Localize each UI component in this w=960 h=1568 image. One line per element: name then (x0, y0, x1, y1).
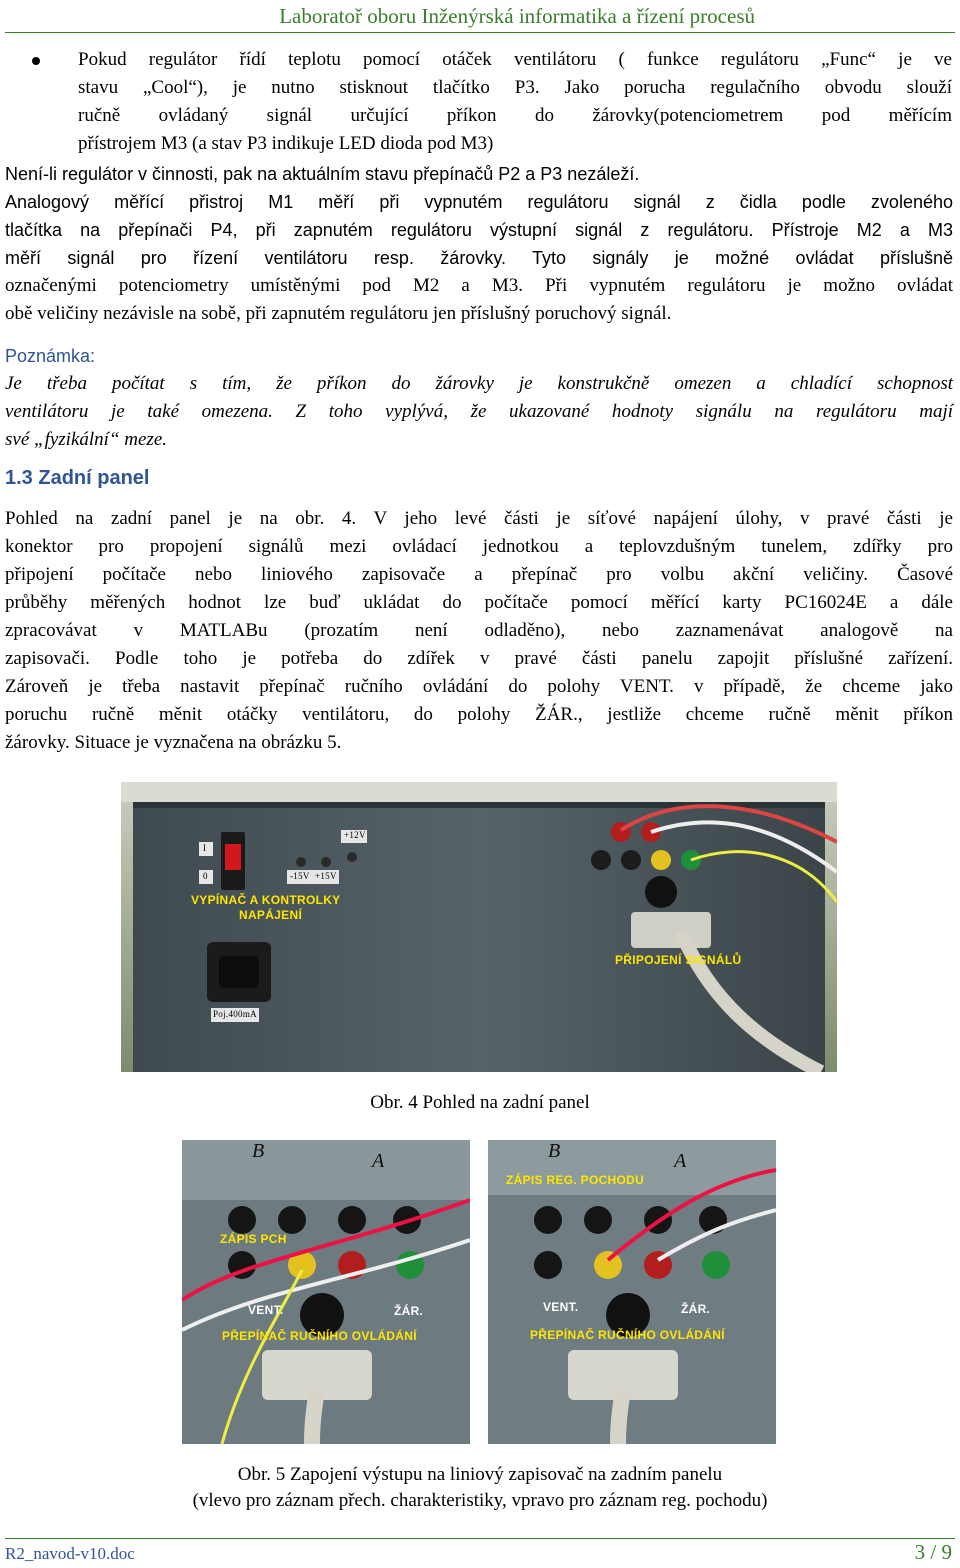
header-rule (5, 32, 955, 33)
paragraph-line: průběhy měřených hodnot lze buď ukládat do počítače pomocí měřící karty PC16024E a dále (5, 592, 953, 613)
figure5-caption: Obr. 5 Zapojení výstupu na liniový zapisovač na zadním panelu (237, 1464, 723, 1485)
label-vent: VENT. (248, 1303, 284, 1317)
label-manual-switch: PŘEPÍNAČ RUČNÍHO OVLÁDÁNÍ (530, 1328, 725, 1342)
section-heading: 1.3 Zadní panel (5, 467, 150, 489)
paragraph-rear-panel (5, 505, 953, 757)
label-record-reg: ZÁPIS REG. POCHODU (506, 1173, 645, 1187)
note-line: své „fyzikální“ meze. (5, 429, 168, 450)
rear-panel-photo (121, 782, 837, 1072)
footer-page-number: 3 / 9 (914, 1540, 952, 1564)
header-title: Laboratoř oboru Inženýrská informatika a řízení procesů (279, 4, 755, 28)
label-zar: ŽÁR. (681, 1302, 711, 1316)
label-signal-connection: PŘIPOJENÍ SIGNÁLŮ (615, 953, 742, 967)
page-header (0, 0, 960, 36)
label-record-pch: ZÁPIS PCH (220, 1232, 287, 1246)
note-label: Poznámka: (5, 346, 96, 366)
footer-filename: R2_navod-v10.doc (5, 1544, 135, 1563)
label-fuse: Poj.400mA (213, 1009, 257, 1019)
recorder-connection-left-photo (182, 1140, 470, 1444)
paragraph-line: zpracovávat v MATLABu (prozatím není odladěno), nebo zaznamenávat analogově na (5, 620, 953, 641)
paragraph-line: tlačítka na přepínači P4, při zapnutém regulátoru výstupní signál z regulátoru. Přístroje M2 a M3 (5, 220, 953, 240)
paragraph-line: Zároveň je třeba nastavit přepínač ručního ovládání do polohy VENT. v případě, že chceme jako (5, 676, 953, 697)
paragraph-line: označenými potenciometry umístěnými pod M2 a M3. Při vypnutém regulátoru je možno ovládat (5, 275, 953, 296)
label-minus15v: -15V (290, 871, 310, 881)
label-plus15v: +15V (315, 871, 337, 881)
paragraph-line: obě veličiny nezávisle na sobě, při zapnutém regulátoru jen příslušný poruchový signál. (5, 303, 672, 324)
paragraph-line: poruchu ručně měnit otáčky ventilátoru, do polohy ŽÁR., jestliže chceme ručně měnit příkon (5, 704, 953, 725)
paragraph-line: žárovky. Situace je vyznačena na obrázku 5. (5, 732, 342, 753)
figure4-caption: Obr. 4 Pohled na zadní panel (370, 1092, 590, 1113)
paragraph-regulator-idle (5, 160, 953, 188)
label-terminal-a: A (372, 1150, 385, 1172)
label-power-switch: VYPÍNAČ A KONTROLKY (191, 893, 341, 907)
footer-rule (5, 1538, 955, 1539)
paragraph-line: zapisovači. Podle toho je potřeba do zdířek v pravé části panelu zapojit příslušné zařízení. (5, 648, 953, 669)
paragraph-line: připojení počítače nebo liniového zapisovače a přepínač pro volbu akční veličiny. Časové (5, 564, 953, 585)
label-zar: ŽÁR. (394, 1304, 424, 1318)
paragraph-line: Pohled na zadní panel je na obr. 4. V jeho levé části je síťové napájení úlohy, v pravé části je (5, 508, 953, 529)
label-vent: VENT. (543, 1300, 579, 1314)
bullet-line: ručně ovládaný signál určující příkon do žárovky(potenciometrem pod měřícím (78, 105, 952, 126)
bullet-dot (30, 48, 42, 60)
figure5-caption-note: (vlevo pro záznam přech. charakteristiky, vpravo pro záznam reg. pochodu) (192, 1490, 768, 1511)
paragraph-line: měří signál pro řízení ventilátoru resp. žárovky. Tyto signály je možné ovládat příslušně (5, 248, 953, 268)
note-line: Je třeba počítat s tím, že příkon do žárovky je konstrukčně omezen a chladící schopnost (5, 373, 953, 394)
bullet-paragraph (78, 46, 952, 158)
label-switch-off: 0 (203, 871, 208, 881)
note-block (5, 342, 953, 454)
label-terminal-a: A (674, 1150, 687, 1172)
note-line: ventilátoru je také omezena. Z toho vyplývá, že ukazované hodnoty signálu na regulátoru mají (5, 401, 953, 422)
bullet-line: Pokud regulátor řídí teplotu pomocí otáček ventilátoru ( funkce regulátoru „Func“ je ve (78, 49, 952, 70)
label-terminal-b: B (252, 1140, 265, 1162)
bullet-line: přístrojem M3 (a stav P3 indikuje LED dioda pod M3) (78, 133, 494, 154)
label-manual-switch: PŘEPÍNAČ RUČNÍHO OVLÁDÁNÍ (222, 1329, 417, 1343)
paragraph-line: konektor pro propojení signálů mezi ovládací jednotkou a teplovzdušným tunelem, zdířky pro (5, 536, 953, 557)
label-terminal-b: B (548, 1140, 561, 1162)
label-power-supply: NAPÁJENÍ (239, 908, 303, 922)
label-switch-on: I (203, 843, 207, 853)
paragraph-meters (5, 188, 953, 328)
paragraph-line: Analogový měřící přistroj M1 měří při vypnutém regulátoru signál z čidla podle zvoleného (5, 192, 953, 212)
paragraph-line: Není-li regulátor v činnosti, pak na aktuálním stavu přepínačů P2 a P3 nezáleží. (5, 164, 640, 184)
label-plus12v: +12V (344, 830, 366, 840)
recorder-connection-right-photo (488, 1140, 776, 1444)
bullet-line: stavu „Cool“), je nutno stisknout tlačítko P3. Jako porucha regulačního obvodu slouží (78, 77, 952, 98)
